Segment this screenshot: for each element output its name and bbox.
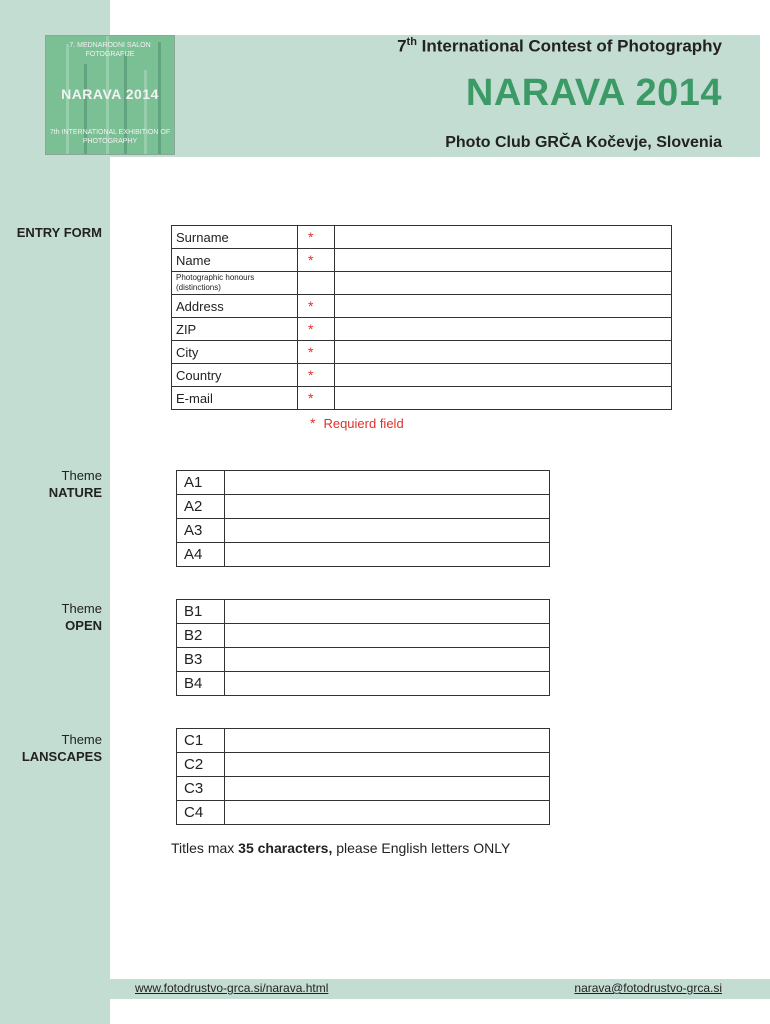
photo-code: B3 <box>177 648 225 672</box>
photo-title-input[interactable] <box>225 801 550 825</box>
photo-code: A1 <box>177 471 225 495</box>
photo-title-input[interactable] <box>225 648 550 672</box>
photo-code: B1 <box>177 600 225 624</box>
narava-logo <box>45 35 175 155</box>
theme-open-label: Theme OPEN <box>61 601 102 633</box>
required-marker <box>298 272 335 295</box>
nature-row <box>177 519 550 543</box>
field-value-input[interactable] <box>335 341 672 364</box>
photo-code: C2 <box>177 753 225 777</box>
entry-row <box>172 387 672 410</box>
entry-form-table <box>171 225 672 410</box>
open-row <box>177 672 550 696</box>
required-marker: * <box>298 364 335 387</box>
field-value-input[interactable] <box>335 249 672 272</box>
nature-row <box>177 471 550 495</box>
required-marker: * <box>298 295 335 318</box>
nature-row <box>177 543 550 567</box>
field-label: Photographic honours (distinctions) <box>172 272 298 295</box>
photo-title-input[interactable] <box>225 777 550 801</box>
photo-title-input[interactable] <box>225 624 550 648</box>
field-label: E-mail <box>172 387 298 410</box>
photo-title-input[interactable] <box>225 471 550 495</box>
photo-title-input[interactable] <box>225 753 550 777</box>
photo-code: A4 <box>177 543 225 567</box>
logo-top-text: 7. MEDNARODNI SALON FOTOGRAFIJE <box>69 42 151 58</box>
photo-code: C1 <box>177 729 225 753</box>
entry-row <box>172 364 672 387</box>
contest-title: NARAVA 2014 <box>465 72 722 114</box>
required-marker: * <box>298 387 335 410</box>
required-marker: * <box>298 249 335 272</box>
logo-main-text: NARAVA 2014 <box>61 86 159 102</box>
photo-code: B4 <box>177 672 225 696</box>
photo-code: B2 <box>177 624 225 648</box>
open-row <box>177 648 550 672</box>
field-label: City <box>172 341 298 364</box>
field-label: Country <box>172 364 298 387</box>
landscape-row <box>177 753 550 777</box>
theme-nature-label: Theme NATURE <box>48 468 102 500</box>
photo-code: C3 <box>177 777 225 801</box>
field-value-input[interactable] <box>335 364 672 387</box>
field-value-input[interactable] <box>335 226 672 249</box>
entry-row <box>172 318 672 341</box>
email-link[interactable]: narava@fotodrustvo-grca.si <box>574 981 722 995</box>
field-label: ZIP <box>172 318 298 341</box>
required-marker: * <box>298 341 335 364</box>
photo-code: A2 <box>177 495 225 519</box>
photo-title-input[interactable] <box>225 600 550 624</box>
entry-row <box>172 249 672 272</box>
field-label: Surname <box>172 226 298 249</box>
photo-title-input[interactable] <box>225 729 550 753</box>
entry-row <box>172 226 672 249</box>
required-field-note: * Requierd field <box>310 415 404 431</box>
field-value-input[interactable] <box>335 387 672 410</box>
open-titles-table <box>176 599 550 696</box>
logo-bottom-text: 7th INTERNATIONAL EXHIBITION OF PHOTOGRAPHY <box>49 129 171 145</box>
photo-title-input[interactable] <box>225 543 550 567</box>
nature-titles-table <box>176 470 550 567</box>
open-row <box>177 624 550 648</box>
nature-row <box>177 495 550 519</box>
landscape-titles-table <box>176 728 550 825</box>
entry-row <box>172 295 672 318</box>
entry-row <box>172 272 672 295</box>
field-label: Address <box>172 295 298 318</box>
entry-form-label: ENTRY FORM <box>16 225 102 240</box>
field-value-input[interactable] <box>335 295 672 318</box>
contest-subtitle: 7th International Contest of Photography <box>397 36 722 56</box>
website-link[interactable]: www.fotodrustvo-grca.si/narava.html <box>135 981 329 995</box>
photo-title-input[interactable] <box>225 672 550 696</box>
club-name: Photo Club GRČA Kočevje, Slovenia <box>445 134 722 151</box>
field-value-input[interactable] <box>335 272 672 295</box>
landscape-row <box>177 777 550 801</box>
photo-code: C4 <box>177 801 225 825</box>
open-row <box>177 600 550 624</box>
landscape-row <box>177 801 550 825</box>
required-marker: * <box>298 226 335 249</box>
field-value-input[interactable] <box>335 318 672 341</box>
required-marker: * <box>298 318 335 341</box>
photo-title-input[interactable] <box>225 495 550 519</box>
photo-title-input[interactable] <box>225 519 550 543</box>
photo-code: A3 <box>177 519 225 543</box>
field-label: Name <box>172 249 298 272</box>
titles-note: Titles max 35 characters, please English letters ONLY <box>171 840 511 856</box>
entry-row <box>172 341 672 364</box>
theme-landscapes-label: Theme LANSCAPES <box>21 732 102 764</box>
landscape-row <box>177 729 550 753</box>
